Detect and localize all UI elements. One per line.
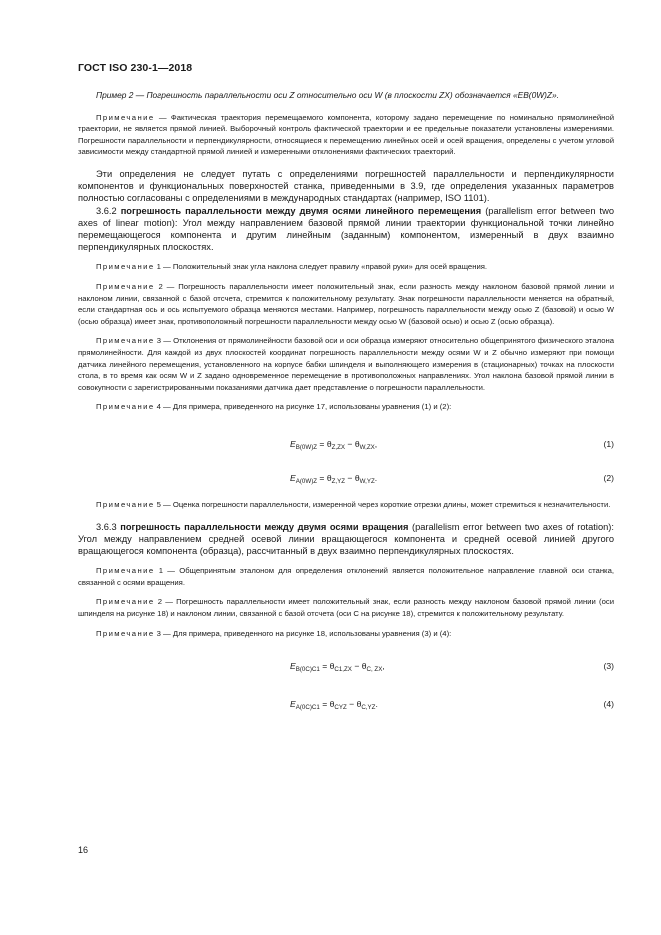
formula-number: (3)	[603, 661, 614, 672]
note-number: 2	[158, 281, 163, 291]
page-number: 16	[78, 845, 89, 855]
note-363-3: Примечание 3 — Для примера, приведенного на рисунке 18, использованы уравнения (3) и (4):	[96, 628, 452, 638]
note-label: Примечание	[96, 628, 155, 638]
note-362-3: Примечание 3 — Отклонения от прямолинейности базовой оси и оси образца измеряют относительно общепринятого физического эталона прямолинейности. Для каждой из двух плоскостей координат погрешность параллельности между осями W и Z обычно измеряют при помощи датчика линейного перемещения, установленного на корпусе бабки шпинделя и выполняющего измерения в (стационарных) точках на плоскости стола, в то время как осям W и Z задано одновременное перемещение в противоположных направлениях. Угол наклона базовой прямой линии в совокупности с зарегистрированными показаниями датчика дает представление о погрешности параллельности.	[78, 336, 614, 392]
section-term: погрешность параллельности между двумя осями вращения	[120, 521, 409, 532]
note-text: Общепринятым эталоном для определения отклонений является положительное направление главной оси станка, связанной с осями вращения.	[78, 566, 615, 587]
note-number: 5	[156, 499, 161, 509]
example-2: Пример 2 — Погрешность параллельности оси Z относительно оси W (в плоскости ZX) обозначается «EB(0W)Z».	[96, 90, 560, 100]
note-top	[78, 112, 614, 158]
formula-4	[78, 699, 614, 713]
note-number: 1	[156, 262, 161, 272]
section-3-6-2	[78, 205, 614, 254]
formula-expression: $E_{B(0C)C1} = \theta_{C1,ZX} - \theta_{C, ZX}$,	[290, 661, 385, 674]
formula-number: (1)	[603, 438, 614, 449]
note-text: Погрешность параллельности имеет положительный знак, если разность между наклоном базовой прямой линии и наклоном линии, связанной с базой отсчета, стремится к положительному результату. Знак погрешности параллельности меняется на обратный, если стандартная ось и ось испытуемого образца меняются местами. Например, погрешность параллельности между осью Z (базовой) и осью W (осью образца) имеет знак, противоположный погрешности параллельности между осью W (базовой осью) и осью Z (осью образца).	[78, 281, 614, 326]
note-362-2: Примечание 2 — Погрешность параллельности имеет положительный знак, если разность между наклоном базовой прямой линии и наклоном линии, связанной с базой отсчета, стремится к положительному результату. Знак погрешности параллельности меняется на обратный, если стандартная ось и ось испытуемого образца меняются местами. Например, погрешность параллельности между осью Z (базовой) и осью W (осью образца) имеет знак, противоположный погрешности параллельности между осью W (базовой осью) и осью Z (осью образца).	[78, 281, 614, 326]
note-label: Примечание	[96, 566, 155, 576]
note-number: 3	[156, 628, 161, 638]
formula-expression: $E_{A(0W)Z} = \theta_{Z,YZ} - \theta_{W,YZ}$.	[290, 472, 378, 485]
note-362-4: Примечание 4 — Для примера, приведенного на рисунке 17, использованы уравнения (1) и (2):	[96, 402, 452, 412]
formula-number: (2)	[603, 472, 614, 483]
note-number: 2	[157, 597, 162, 607]
note-362-1: Примечание 1 — Положительный знак угла наклона следует правилу «правой руки» для осей вращения.	[96, 262, 488, 272]
note-label: Примечание	[96, 499, 155, 509]
section-number: 3.6.2	[96, 205, 121, 216]
formula-expression: $E_{B(0W)Z} = \theta_{Z,ZX} - \theta_{W,ZX}$,	[290, 438, 378, 451]
note-362-5: Примечание 5 — Оценка погрешности параллельности, измеренной через короткие отрезки длины, может стремиться к незначительности.	[96, 499, 611, 509]
note-text: Оценка погрешности параллельности, измеренной через короткие отрезки длины, может стремиться к незначительности.	[172, 499, 611, 509]
section-text: : Угол между направлением базовой прямой линии траектории функциональной точки линейно перемещающегося компонента и другим линейным (заданным) компонентом, измеренный в двух взаимно перпендикулярных плоскостях.	[78, 217, 614, 253]
section-number: 3.6.3	[96, 521, 121, 532]
note-text: Отклонения от прямолинейности базовой оси и оси образца измеряют относительно общепринятого физического эталона прямолинейности. Для каждой из двух плоскостей координат погрешность параллельности между осями W и Z обычно измеряют при помощи датчика линейного перемещения, установленного на корпусе бабки шпинделя и выполняющего измерения в (стационарных) точках на плоскости стола, в то время как осям W и Z задано одновременное перемещение в противоположных направлениях. Угол наклона базовой прямой линии в совокупности с зарегистрированными показаниями датчика дает представление о погрешности параллельности.	[78, 336, 614, 392]
note-label: Примечание	[96, 402, 155, 412]
note-363-2: Примечание 2 — Погрешность параллельности имеет положительный знак, если разность между наклоном базовой прямой линии (оси шпинделя на рисунке 18) и наклоном линии, связанной с базой отсчета (оси С на рисунке 18), стремится к положительному результату.	[78, 597, 614, 618]
document-body	[78, 90, 614, 713]
note-label: Примечание	[96, 336, 155, 346]
section-3-6-3	[78, 521, 614, 558]
note-label: Примечание	[96, 281, 155, 291]
section-term-en: (parallelism error between two axes of linear motion)	[78, 205, 614, 228]
formula-2	[78, 473, 614, 487]
note-label: Примечание	[96, 112, 155, 122]
note-number: 3	[156, 336, 162, 346]
note-number: 4	[156, 402, 161, 412]
note-text: Положительный знак угла наклона следует правилу «правой руки» для осей вращения.	[172, 262, 488, 272]
formula-number: (4)	[603, 699, 614, 710]
note-label: Примечание	[96, 597, 155, 607]
formula-expression: $E_{A(0C)C1} = \theta_{CYZ} - \theta_{C,YZ}$.	[290, 699, 378, 712]
note-number: 1	[158, 566, 164, 576]
formula-3	[78, 661, 614, 675]
document-header: ГОСТ ISO 230-1—2018	[78, 62, 193, 74]
note-text: Для примера, приведенного на рисунке 17, использованы уравнения (1) и (2):	[172, 402, 452, 412]
note-label: Примечание	[96, 262, 155, 272]
note-363-1: Примечание 1 — Общепринятым эталоном для определения отклонений является положительное направление главной оси станка, связанной с осями вращения.	[78, 566, 615, 587]
section-term-en: (parallelism error between two axes of rotation)	[408, 521, 612, 532]
note-text: — Фактическая траектория перемещаемого компонента, которому задано перемещение по номинально прямолинейной траектории, не является прямой линией. Выборочный контроль фактической траектории и ее предельные показатели установлены измерениями. Погрешности параллельности и перпендикулярности, относящиеся к перемещению линейных осей и осей вращения, определены с учетом угловой зависимости между стандартной прямой линией и измеренными отклонениями фактических траекторий.	[78, 112, 614, 157]
note-text: Погрешность параллельности имеет положительный знак, если разность между наклоном базовой прямой линии (оси шпинделя на рисунке 18) и наклоном линии, связанной с базой отсчета (оси С на рисунке 18), стремится к положительному результату.	[78, 597, 614, 618]
formula-1	[78, 439, 614, 453]
paragraph-definitions: Эти определения не следует путать с определениями погрешностей параллельности и перпендикулярности компонентов и функциональных поверхностей станка, приведенными в 3.9, где определения указанных параметров полностью согласованы с определениями в международных стандартах (например, ISO 1101).	[78, 168, 614, 204]
section-text: : Угол между направлением средней осевой линии вращающегося компонента и средней осевой линией другого вращающегося компонента (образца), рассчитанный в двух взаимно перпендикулярных плоскостях.	[78, 521, 614, 556]
section-term: погрешность параллельности между двумя осями линейного перемещения	[120, 205, 482, 216]
note-text: Для примера, приведенного на рисунке 18, использованы уравнения (3) и (4):	[172, 628, 452, 638]
